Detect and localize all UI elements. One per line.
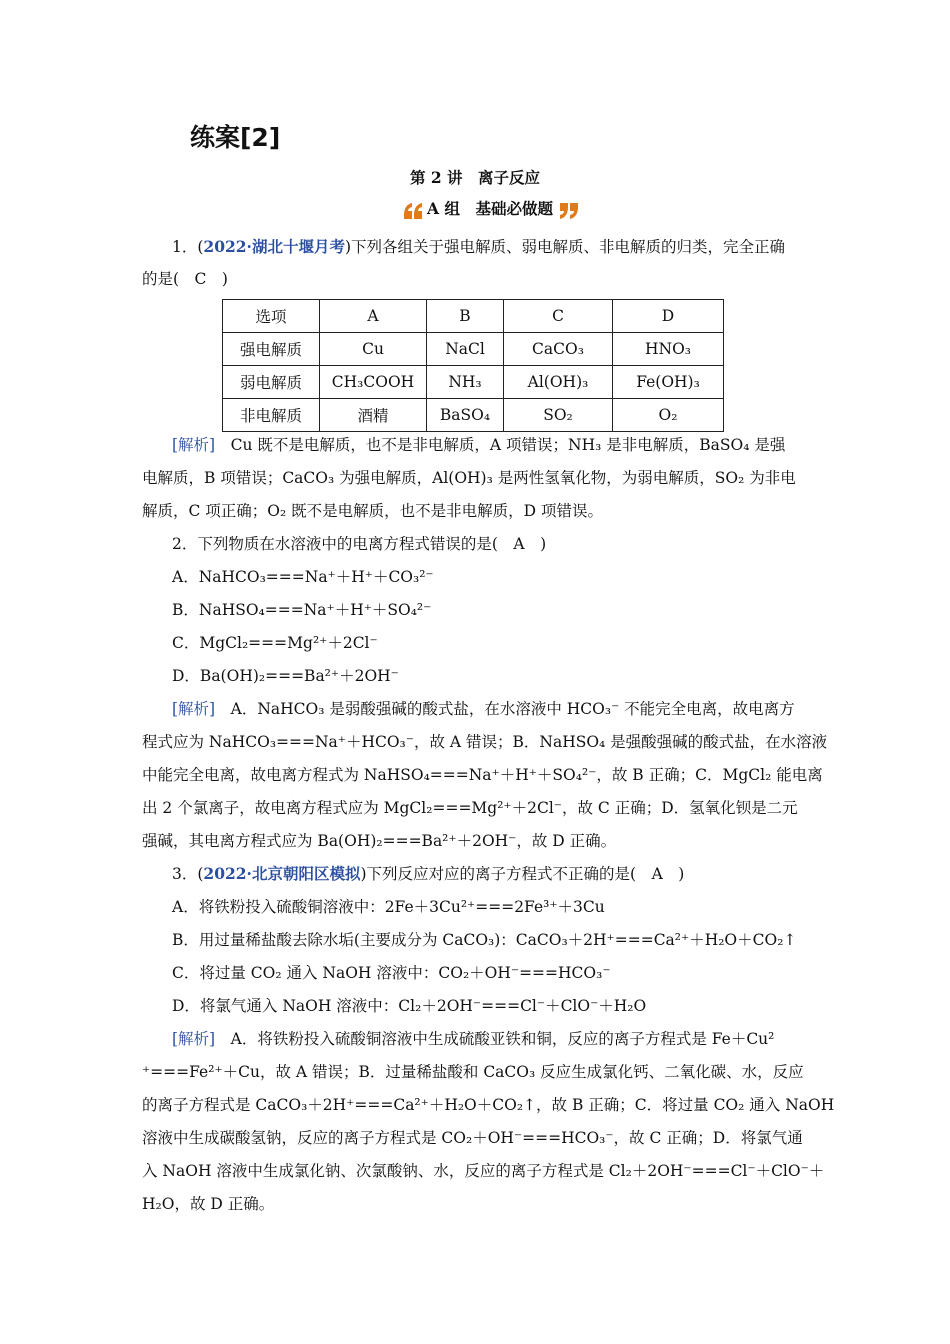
table-row <box>223 333 724 366</box>
quote-left-icon <box>402 201 422 219</box>
q2-option: A．NaHCO₃===Na⁺＋H⁺＋CO₃²⁻ <box>172 568 434 586</box>
table-row <box>223 366 724 399</box>
table-cell: Cu <box>320 333 427 366</box>
table-cell: CH₃COOH <box>320 366 427 399</box>
lecture-title: 第 2 讲 离子反应 <box>409 168 541 187</box>
table-cell: 弱电解质 <box>223 366 320 399</box>
q3-option: B．用过量稀盐酸去除水垢(主要成分为 CaCO₃)：CaCO₃＋2H⁺===Ca²⁺＋H₂O＋CO₂↑ <box>172 931 797 949</box>
table-cell: HNO₃ <box>613 333 724 366</box>
q1-source: 2022·湖北十堰月考 <box>203 237 345 256</box>
table-cell: SO₂ <box>504 399 613 432</box>
table-cell: O₂ <box>613 399 724 432</box>
analysis-tag: [解析] <box>172 436 216 454</box>
q1-analysis-line: 电解质，B 项错误；CaCO₃ 为强电解质，Al(OH)₃ 是两性氢氧化物，为弱电解质，SO₂ 为非电 <box>142 469 796 487</box>
table-header: D <box>613 300 724 333</box>
table-row <box>223 399 724 432</box>
group-heading <box>0 197 950 219</box>
group-label: A 组 基础必做题 <box>427 199 553 218</box>
table-header: A <box>320 300 427 333</box>
analysis-tag: [解析] <box>172 700 216 718</box>
page-title: 练案[2] <box>190 123 281 152</box>
q3-analysis-line: [解析] A．将铁粉投入硫酸铜溶液中生成硫酸亚铁和铜，反应的离子方程式是 Fe＋Cu² <box>172 1030 775 1048</box>
table-cell: Fe(OH)₃ <box>613 366 724 399</box>
q3-analysis-line: 溶液中生成碳酸氢钠，反应的离子方程式是 CO₂＋OH⁻===HCO₃⁻，故 C 正确；D．将氯气通 <box>142 1129 803 1147</box>
q3-analysis-line: 入 NaOH 溶液中生成氯化钠、次氯酸钠、水，反应的离子方程式是 Cl₂＋2OH⁻===Cl⁻＋ClO⁻＋ <box>142 1162 825 1180</box>
q3-source: 2022·北京朝阳区模拟 <box>203 864 361 883</box>
table-cell: NH₃ <box>427 366 504 399</box>
table-cell: BaSO₄ <box>427 399 504 432</box>
q3-analysis-line: 的离子方程式是 CaCO₃＋2H⁺===Ca²⁺＋H₂O＋CO₂↑，故 B 正确；C．将过量 CO₂ 通入 NaOH <box>142 1096 835 1114</box>
table-cell: NaCl <box>427 333 504 366</box>
q1-stem: 1．(2022·湖北十堰月考)下列各组关于强电解质、弱电解质、非电解质的归类，完全正确 <box>172 237 786 256</box>
table-cell: 非电解质 <box>223 399 320 432</box>
q2-option: D．Ba(OH)₂===Ba²⁺＋2OH⁻ <box>172 667 399 685</box>
q3-option: A．将铁粉投入硫酸铜溶液中：2Fe＋3Cu²⁺===2Fe³⁺＋3Cu <box>172 898 605 916</box>
table-row <box>223 300 724 333</box>
q1-stem-cont: 的是( C ) <box>142 270 228 288</box>
q1-analysis-line: [解析] Cu 既不是电解质，也不是非电解质，A 项错误；NH₃ 是非电解质，BaSO₄ 是强 <box>172 436 786 454</box>
q2-option: C．MgCl₂===Mg²⁺＋2Cl⁻ <box>172 634 378 652</box>
table-cell: Al(OH)₃ <box>504 366 613 399</box>
q3-analysis-line: ⁺===Fe²⁺＋Cu，故 A 错误；B．过量稀盐酸和 CaCO₃ 反应生成氯化钙、二氧化碳、水，反应 <box>142 1063 804 1081</box>
quote-right-icon <box>558 201 578 219</box>
q2-analysis-line: [解析] A．NaHCO₃ 是弱酸强碱的酸式盐，在水溶液中 HCO₃⁻ 不能完全电离，故电离方 <box>172 700 795 718</box>
q3-stem: 3．(2022·北京朝阳区模拟)下列反应对应的离子方程式不正确的是( A ) <box>172 864 685 883</box>
q2-analysis-line: 程式应为 NaHCO₃===Na⁺＋HCO₃⁻，故 A 错误；B．NaHSO₄ 是强酸强碱的酸式盐，在水溶液 <box>142 733 828 751</box>
q3-analysis-line: H₂O，故 D 正确。 <box>142 1195 275 1213</box>
q2-option: B．NaHSO₄===Na⁺＋H⁺＋SO₄²⁻ <box>172 601 432 619</box>
table-header: 选项 <box>223 300 320 333</box>
q1-table <box>222 299 724 432</box>
analysis-tag: [解析] <box>172 1030 216 1048</box>
table-cell: CaCO₃ <box>504 333 613 366</box>
table-cell: 强电解质 <box>223 333 320 366</box>
q2-analysis-line: 出 2 个氯离子，故电离方程式应为 MgCl₂===Mg²⁺＋2Cl⁻，故 C 正确；D．氢氧化钡是二元 <box>142 799 798 817</box>
table-header: B <box>427 300 504 333</box>
table-cell: 酒精 <box>320 399 427 432</box>
q2-analysis-line: 中能完全电离，故电离方程式为 NaHSO₄===Na⁺＋H⁺＋SO₄²⁻，故 B 正确；C．MgCl₂ 能电离 <box>142 766 823 784</box>
q3-option: D．将氯气通入 NaOH 溶液中：Cl₂＋2OH⁻===Cl⁻＋ClO⁻＋H₂O <box>172 997 647 1015</box>
q2-stem: 2．下列物质在水溶液中的电离方程式错误的是( A ) <box>172 535 547 553</box>
q1-analysis-line: 解质，C 项正确；O₂ 既不是电解质，也不是非电解质，D 项错误。 <box>142 502 603 520</box>
q3-option: C．将过量 CO₂ 通入 NaOH 溶液中：CO₂＋OH⁻===HCO₃⁻ <box>172 964 611 982</box>
table-header: C <box>504 300 613 333</box>
q2-analysis-line: 强碱，其电离方程式应为 Ba(OH)₂===Ba²⁺＋2OH⁻，故 D 正确。 <box>142 832 617 850</box>
